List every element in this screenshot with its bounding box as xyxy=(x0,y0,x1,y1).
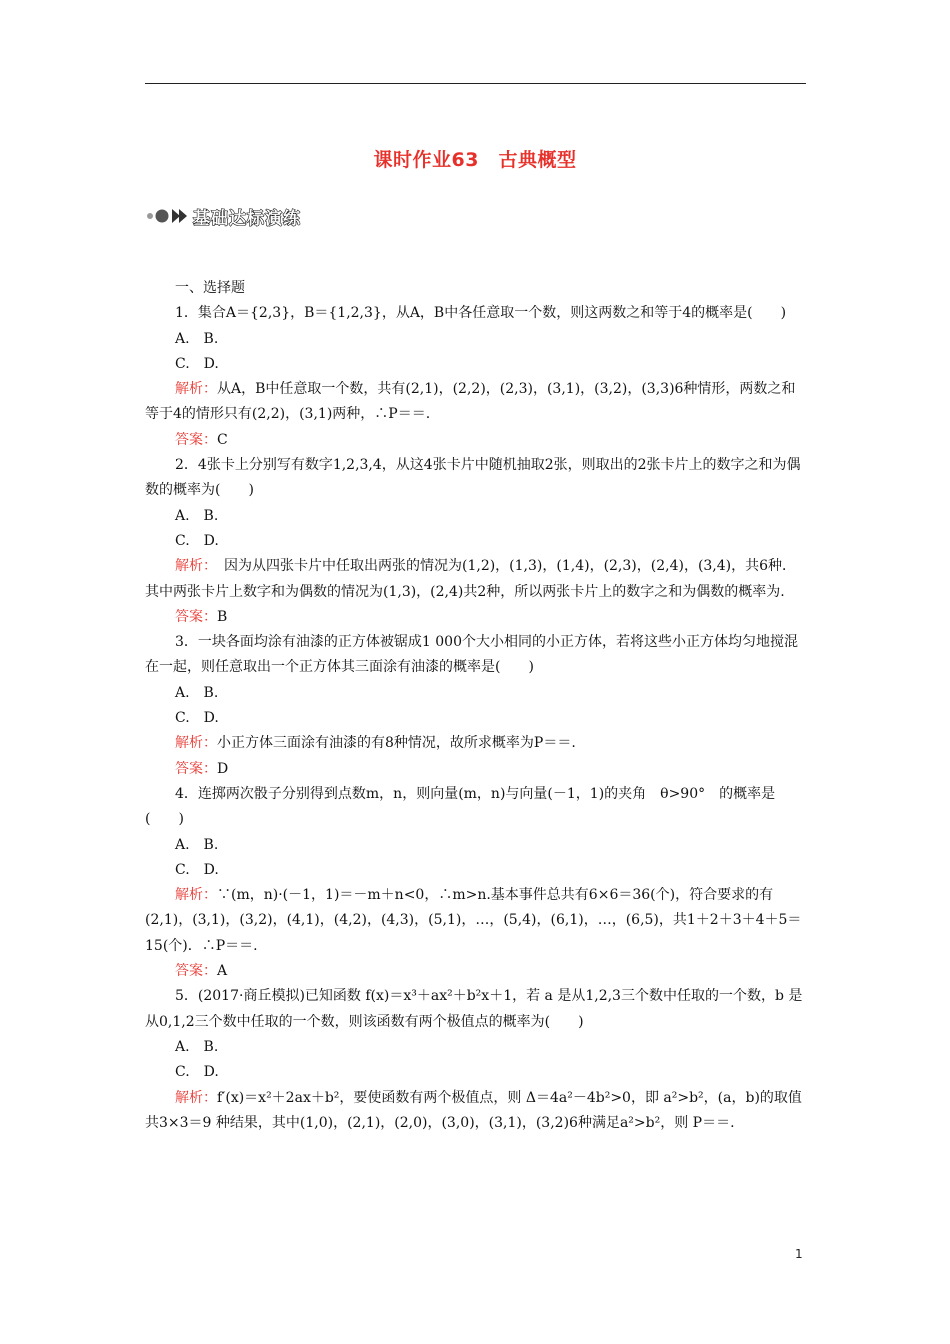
question-2-analysis xyxy=(145,554,806,605)
question-1-options-ab: A. B. xyxy=(175,330,219,347)
analysis-label: 解析： xyxy=(175,887,217,904)
analysis-label: 解析： xyxy=(175,1089,217,1106)
question-3-answer-value: D xyxy=(217,760,229,777)
section-banner-label: 基础达标演练 xyxy=(193,208,301,229)
question-5-options-ab: A. B. xyxy=(175,1038,219,1055)
question-3-answer xyxy=(145,757,806,782)
question-2-options-cd: C. D. xyxy=(175,532,219,549)
analysis-label: 解析： xyxy=(175,558,210,575)
page-title: 课时作业63 古典概型 xyxy=(373,149,577,171)
question-5-analysis-text: f′(x)＝x²＋2ax＋b²，要使函数有两个极值点，则 Δ＝4a²－4b²>0，即 a²>b²，(a，b)的取值共3×3＝9 种结果，其中(1,0)，(2,1)，(2,0)，(3,0)，(3,1)，(3,2)6种满足a²>b²，则 P＝＝. xyxy=(145,1089,802,1131)
question-5-stem: 5．(2017·商丘模拟)已知函数 f(x)＝x³＋ax²＋b²x＋1，若 a 是从1,2,3三个数中任取的一个数，b 是从0,1,2三个数中任取的一个数，则该函数有两个极值点的概率为( ) xyxy=(145,988,803,1030)
question-5-options-cd: C. D. xyxy=(175,1064,219,1081)
section-banner xyxy=(145,202,301,230)
question-2-answer xyxy=(145,605,806,630)
bullet-arrow-icon xyxy=(145,206,189,226)
question-1-options-cd: C. D. xyxy=(175,355,219,372)
question-3-analysis-text: 小正方体三面涂有油漆的有8种情况，故所求概率为P＝＝. xyxy=(217,735,576,752)
question-1-stem: 1．集合A＝{2,3}，B＝{1,2,3}，从A，B中各任意取一个数，则这两数之和等于4的概率是( ) xyxy=(175,305,787,322)
question-4-answer-value: A xyxy=(217,963,228,980)
question-5-analysis xyxy=(145,1086,806,1137)
answer-label: 答案： xyxy=(175,431,217,448)
question-1-analysis-text: 从A，B中任意取一个数，共有(2,1)，(2,2)，(2,3)，(3,1)，(3,2)，(3,3)6种情形，两数之和等于4的情形只有(2,2)，(3,1)两种，∴P＝＝. xyxy=(145,381,796,423)
question-2-stem: 2．4张卡上分别写有数字1,2,3,4，从这4张卡片中随机抽取2张，则取出的2张卡片上的数字之和为偶数的概率为( ) xyxy=(145,457,801,499)
question-4-options-cd: C. D. xyxy=(175,861,219,878)
answer-label: 答案： xyxy=(175,963,217,980)
question-4-options-ab: A. B. xyxy=(175,836,219,853)
section-heading: 一、选择题 xyxy=(175,280,245,296)
analysis-label: 解析： xyxy=(175,735,217,752)
question-3-analysis xyxy=(145,731,806,756)
question-3-stem: 3．一块各面均涂有油漆的正方体被锯成1 000个大小相同的小正方体，若将这些小正方体均匀地搅混在一起，则任意取出一个正方体其三面涂有油漆的概率是( ) xyxy=(145,634,798,676)
header-rule xyxy=(145,83,806,84)
question-2-analysis-text: 因为从四张卡片中任取出两张的情况为(1,2)，(1,3)，(1,4)，(2,3)，(2,4)，(3,4)，共6种．其中两张卡片上数字和为偶数的情况为(1,3)，(2,4)共2种，所以两张卡片上的数字之和为偶数的概率为. xyxy=(145,558,797,600)
question-3-options-ab: A. B. xyxy=(175,684,219,701)
question-4-stem: 4．连掷两次骰子分别得到点数m，n，则向量(m，n)与向量(－1，1)的夹角 θ>90° 的概率是( ) xyxy=(145,785,776,828)
answer-label: 答案： xyxy=(175,760,217,777)
question-1-answer-value: C xyxy=(217,431,228,448)
analysis-label: 解析： xyxy=(175,381,217,398)
question-3-options-cd: C. D. xyxy=(175,710,219,727)
question-2-options-ab: A. B. xyxy=(175,507,219,524)
page-number: 1 xyxy=(795,1247,803,1261)
exercise-content xyxy=(145,276,806,1136)
question-1-analysis xyxy=(145,377,806,428)
question-4-analysis-text: ∵(m，n)·(－1，1)＝－m＋n<0，∴m>n.基本事件总共有6×6＝36(个)，符合要求的有(2,1)，(3,1)，(3,2)，(4,1)，(4,2)，(4,3)，(5,1)，…，(5,4)，(6,1)，…，(6,5)，共1＋2＋3＋4＋5＝15(个)．∴P＝＝. xyxy=(145,887,802,954)
question-4-answer xyxy=(145,959,806,984)
question-1-answer xyxy=(145,428,806,453)
question-2-answer-value: B xyxy=(217,608,228,625)
question-4-analysis xyxy=(145,883,806,959)
answer-label: 答案： xyxy=(175,608,217,625)
